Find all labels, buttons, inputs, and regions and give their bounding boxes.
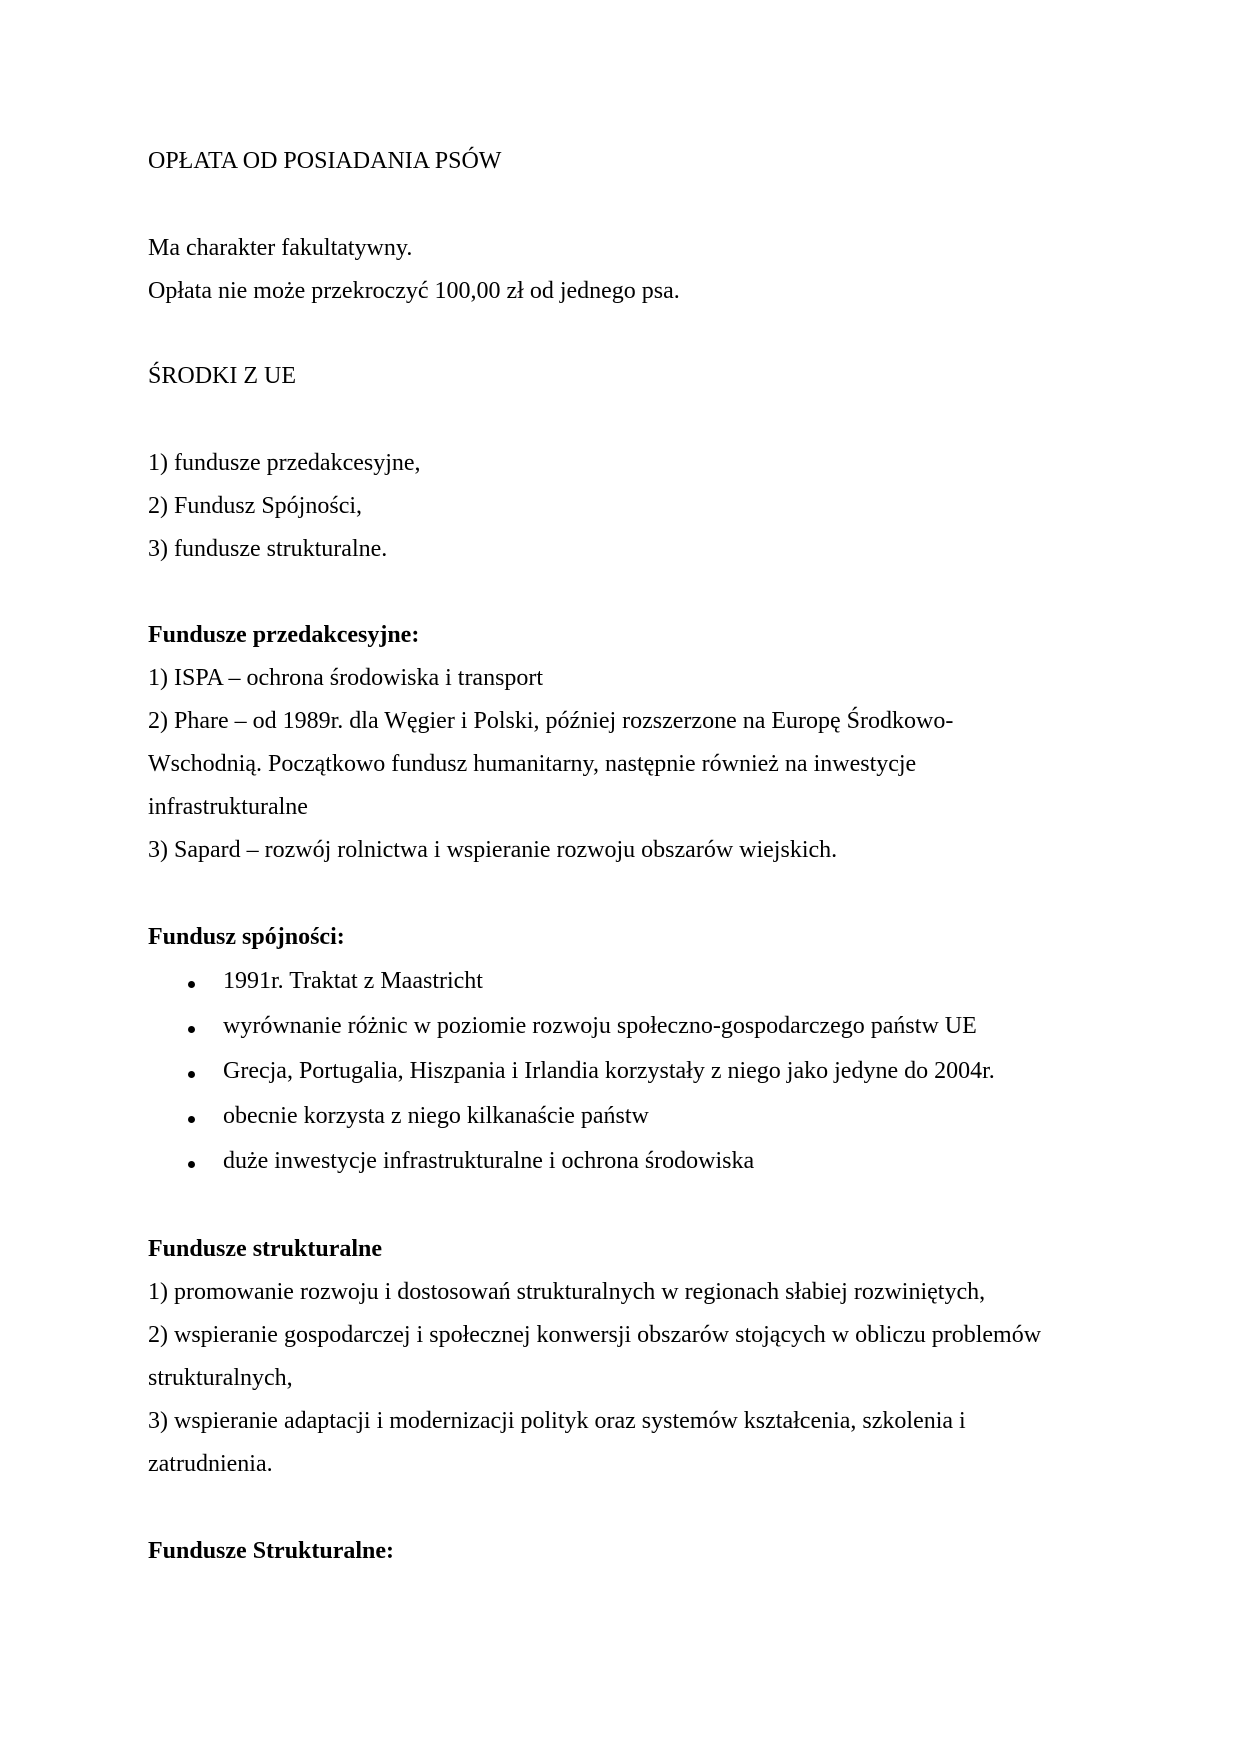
section-heading-ue: ŚRODKI Z UE <box>148 363 296 389</box>
strukturalne-line: zatrudnienia. <box>148 1451 273 1477</box>
bullet-icon <box>188 1026 195 1033</box>
bullet-icon <box>188 1161 195 1168</box>
spojnosci-bullet-item: duże inwestycje infrastrukturalne i ochrona środowiska <box>223 1148 755 1174</box>
spojnosci-bullet-item: 1991r. Traktat z Maastricht <box>223 968 483 994</box>
bullet-icon <box>188 981 195 988</box>
section-heading-strukturalne-2: Fundusze Strukturalne: <box>148 1538 395 1564</box>
przedakcesyjne-line: infrastrukturalne <box>148 794 308 820</box>
ue-list-item: 3) fundusze strukturalne. <box>148 536 388 562</box>
strukturalne-line: 3) wspieranie adaptacji i modernizacji polityk oraz systemów kształcenia, szkolenia i <box>148 1408 966 1434</box>
strukturalne-line: 1) promowanie rozwoju i dostosowań strukturalnych w regionach słabiej rozwiniętych, <box>148 1279 986 1305</box>
bullet-icon <box>188 1116 195 1123</box>
document-title: OPŁATA OD POSIADANIA PSÓW <box>148 148 502 174</box>
strukturalne-line: 2) wspieranie gospodarczej i społecznej konwersji obszarów stojących w obliczu problemów <box>148 1322 1042 1348</box>
spojnosci-bullet-item: wyrównanie różnic w poziomie rozwoju społeczno-gospodarczego państw UE <box>223 1013 977 1039</box>
przedakcesyjne-line: 3) Sapard – rozwój rolnictwa i wspieranie rozwoju obszarów wiejskich. <box>148 837 838 863</box>
strukturalne-line: strukturalnych, <box>148 1365 293 1391</box>
intro-line: Ma charakter fakultatywny. <box>148 235 413 261</box>
przedakcesyjne-line: 2) Phare – od 1989r. dla Węgier i Polski, później rozszerzone na Europę Środkowo- <box>148 708 954 734</box>
przedakcesyjne-line: Wschodnią. Początkowo fundusz humanitarny, następnie również na inwestycje <box>148 751 917 777</box>
section-heading-strukturalne: Fundusze strukturalne <box>148 1236 383 1262</box>
ue-list-item: 1) fundusze przedakcesyjne, <box>148 450 421 476</box>
spojnosci-bullet-item: obecnie korzysta z niego kilkanaście państw <box>223 1103 649 1129</box>
przedakcesyjne-line: 1) ISPA – ochrona środowiska i transport <box>148 665 544 691</box>
section-heading-spojnosci: Fundusz spójności: <box>148 924 345 950</box>
ue-list-item: 2) Fundusz Spójności, <box>148 493 363 519</box>
section-heading-przedakcesyjne: Fundusze przedakcesyjne: <box>148 622 420 648</box>
bullet-icon <box>188 1071 195 1078</box>
spojnosci-bullet-item: Grecja, Portugalia, Hiszpania i Irlandia korzystały z niego jako jedyne do 2004r. <box>223 1058 995 1084</box>
intro-line: Opłata nie może przekroczyć 100,00 zł od jednego psa. <box>148 278 680 304</box>
